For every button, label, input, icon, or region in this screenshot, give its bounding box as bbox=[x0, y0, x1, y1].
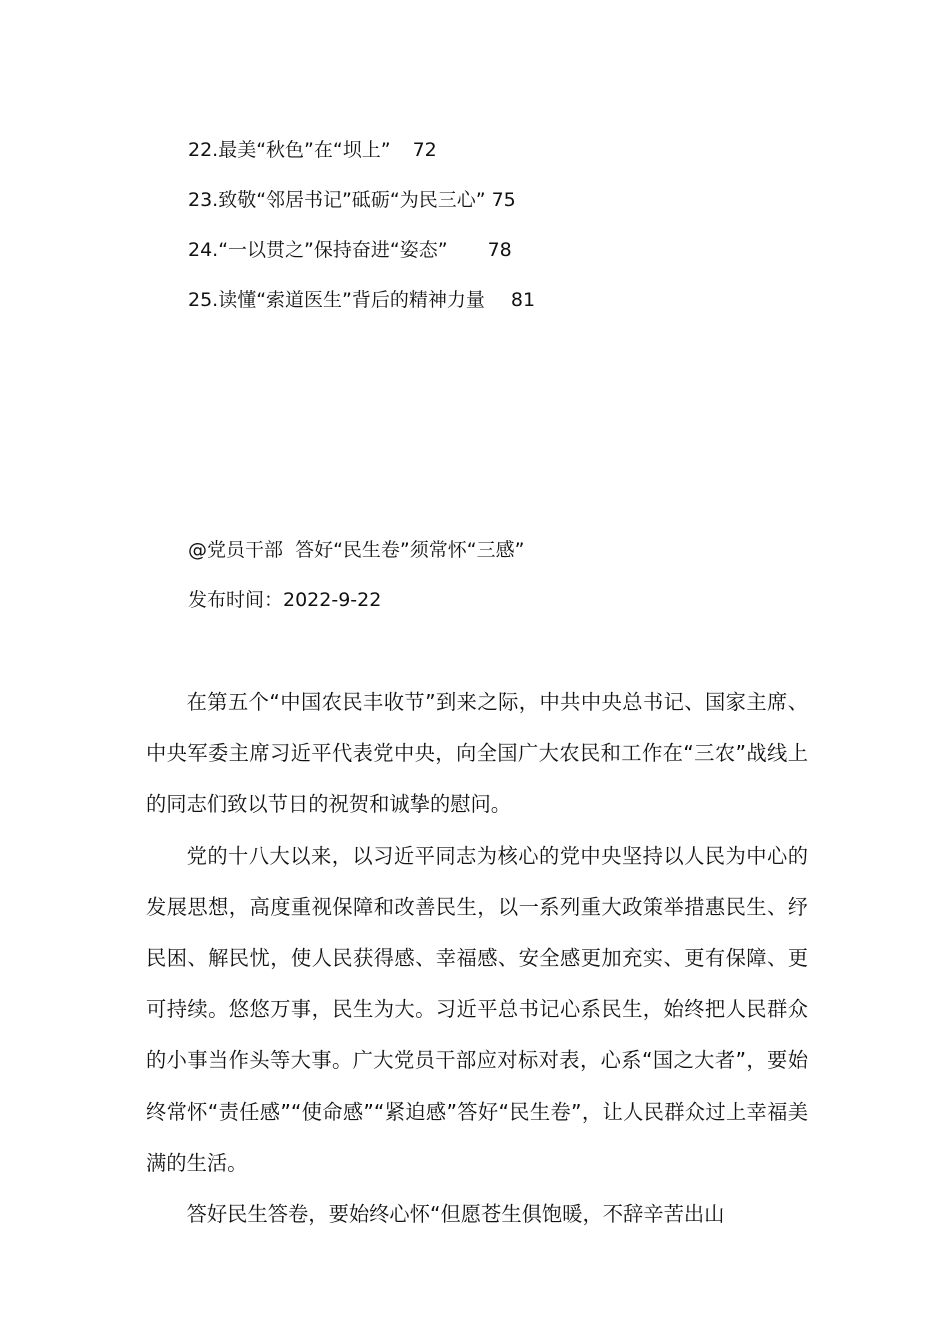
article-title: @党员干部 答好“民生卷”须常怀“三感” bbox=[188, 539, 525, 561]
toc-item[interactable] bbox=[188, 233, 828, 283]
toc-item-title: 25.读懂“索道医生”背后的精神力量 bbox=[188, 289, 485, 311]
toc-item[interactable] bbox=[188, 133, 828, 183]
toc-item-title: 22.最美“秋色”在“坝上” bbox=[188, 139, 391, 161]
toc-item-page: 72 bbox=[412, 139, 437, 161]
toc-item-page: 75 bbox=[491, 189, 516, 211]
toc-item-page: 81 bbox=[510, 289, 536, 311]
body-paragraph: 在第五个“中国农民丰收节”到来之际，中共中央总书记、国家主席、中央军委主席习近平代表党中央，向全国广大农民和工作在“三农”战线上的同志们致以节日的祝贺和诚挚的慰问。 bbox=[146, 690, 808, 817]
table-of-contents bbox=[188, 133, 828, 333]
toc-item-title: 24.“一以贯之”保持奋进“姿态” bbox=[188, 239, 448, 261]
article-header bbox=[188, 533, 828, 633]
toc-item[interactable] bbox=[188, 183, 828, 233]
body-paragraph: 党的十八大以来，以习近平同志为核心的党中央坚持以人民为中心的发展思想，高度重视保障和改善民生，以一系列重大政策举措惠民生、纾民困、解民忧，使人民获得感、幸福感、安全感更加充实、更有保障、更可持续。悠悠万事，民生为大。习近平总书记心系民生，始终把人民群众的小事当作头等大事。广大党员干部应对标对表，心系“国之大者”，要始终常怀“责任感”“使命感”“紧迫感”答好“民生卷”，让人民群众过上幸福美满的生活。 bbox=[146, 843, 808, 1175]
toc-item-page: 78 bbox=[487, 239, 512, 261]
toc-item[interactable] bbox=[188, 283, 828, 333]
body-paragraph: 答好民生答卷，要始终心怀“但愿苍生俱饱暖，不辞辛苦出山 bbox=[186, 1202, 725, 1227]
publish-date: 发布时间：2022-9-22 bbox=[188, 589, 382, 611]
article-body bbox=[146, 677, 808, 1240]
toc-item-title: 23.致敬“邻居书记”砥砺“为民三心” bbox=[188, 189, 486, 211]
